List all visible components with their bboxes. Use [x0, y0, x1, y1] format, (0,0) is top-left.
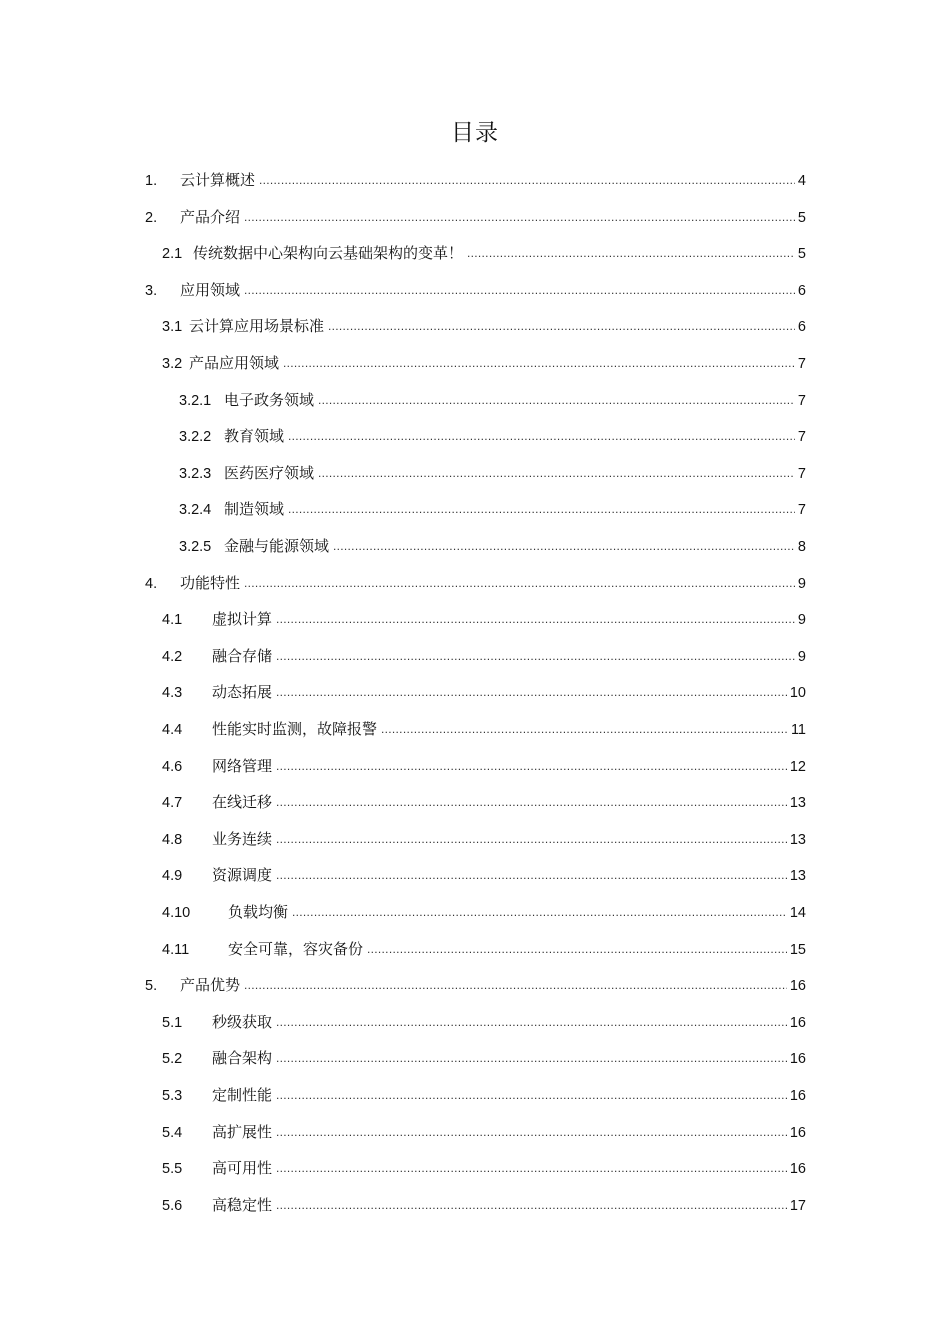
toc-entry-title: 在线迁移 — [212, 793, 273, 812]
toc-entry[interactable] — [162, 644, 806, 668]
toc-dot-leader — [276, 863, 787, 887]
toc-entry-title: 定制性能 — [212, 1086, 273, 1104]
toc-entry-title: 产品优势 — [180, 976, 241, 995]
toc-entry-page-number: 12 — [789, 758, 806, 775]
toc-dot-leader — [381, 717, 788, 741]
toc-entry[interactable] — [179, 534, 806, 558]
toc-entry-number: 3.2.4 — [179, 502, 212, 519]
toc-entry-number: 5.6 — [162, 1197, 183, 1214]
toc-entry-number: 4.6 — [162, 758, 183, 775]
toc-entry-page-number: 7 — [797, 356, 806, 372]
toc-dot-leader — [276, 644, 795, 668]
toc-entry-title: 性能实时监测，故障报警 — [212, 720, 378, 738]
toc-entry[interactable] — [162, 680, 806, 704]
toc-entry[interactable] — [162, 1156, 806, 1180]
toc-entry-number: 5.1 — [162, 1014, 183, 1031]
toc-entry-page-number: 7 — [797, 392, 806, 409]
toc-entry-number: 5.3 — [162, 1088, 183, 1104]
toc-entry-title: 医药医疗领域 — [224, 463, 315, 482]
toc-entry-number: 3.2.2 — [179, 429, 212, 446]
toc-entry-title: 秒级获取 — [212, 1012, 273, 1031]
toc-entry-title: 网络管理 — [212, 756, 273, 775]
toc-entry-number: 5. — [145, 978, 158, 995]
toc-entry-page-number: 14 — [789, 905, 806, 921]
toc-dot-leader — [288, 497, 795, 521]
toc-dot-leader — [318, 388, 795, 412]
toc-dot-leader — [318, 461, 795, 485]
toc-entry-page-number: 16 — [789, 978, 806, 995]
toc-entry-number: 3.1 — [162, 319, 183, 336]
toc-entry-title: 高可用性 — [212, 1159, 273, 1178]
toc-dot-leader — [276, 790, 787, 814]
toc-entry-page-number: 6 — [797, 282, 806, 299]
toc-entry[interactable] — [162, 241, 806, 265]
toc-entry[interactable] — [145, 973, 806, 997]
toc-entry[interactable] — [162, 790, 806, 814]
toc-entry-page-number: 15 — [789, 941, 806, 958]
toc-entry-page-number: 5 — [797, 209, 806, 226]
toc-entry[interactable] — [179, 497, 806, 521]
toc-entry-title: 融合存储 — [212, 646, 273, 665]
toc-entry-page-number: 8 — [797, 539, 806, 555]
toc-entry-number: 4.3 — [162, 685, 183, 702]
toc-entry-number: 4.2 — [162, 648, 183, 665]
toc-entry[interactable] — [162, 827, 806, 851]
toc-entry-title: 业务连续 — [212, 829, 273, 848]
toc-entry-title: 产品介绍 — [180, 207, 241, 226]
toc-dot-leader — [276, 1120, 787, 1144]
toc-dot-leader — [244, 571, 795, 595]
toc-dot-leader — [276, 680, 787, 704]
toc-dot-leader — [276, 1156, 787, 1180]
toc-entry-title: 高稳定性 — [212, 1195, 273, 1214]
toc-entry-title: 产品应用领域 — [189, 354, 280, 372]
toc-entry-number: 3.2.3 — [179, 465, 212, 482]
toc-entry-page-number: 13 — [789, 868, 806, 885]
toc-entry-number: 3.2.5 — [179, 539, 212, 555]
toc-entry[interactable] — [145, 278, 806, 302]
toc-entry-number: 3. — [145, 282, 158, 299]
toc-entry-title: 教育领域 — [224, 427, 285, 446]
toc-entry-title: 负载均衡 — [228, 903, 289, 921]
toc-entry-title: 云计算应用场景标准 — [189, 317, 325, 336]
toc-entry-page-number: 16 — [789, 1124, 806, 1141]
toc-entry-page-number: 9 — [797, 575, 806, 592]
toc-dot-leader — [283, 351, 795, 375]
toc-dot-leader — [292, 900, 787, 924]
toc-entry-number: 3.2 — [162, 356, 183, 372]
toc-entry-page-number: 5 — [797, 246, 806, 263]
toc-entry-page-number: 9 — [797, 648, 806, 665]
toc-entry-number: 4.1 — [162, 612, 183, 629]
toc-entry-title: 融合架构 — [212, 1049, 273, 1068]
toc-dot-leader — [259, 168, 795, 192]
toc-entry-number: 4. — [145, 575, 158, 592]
toc-entry[interactable] — [145, 205, 806, 229]
toc-entry-title: 高扩展性 — [212, 1122, 273, 1141]
toc-entry[interactable] — [162, 937, 806, 961]
toc-entry[interactable] — [179, 461, 806, 485]
toc-entry-title: 云计算概述 — [180, 171, 256, 189]
toc-dot-leader — [276, 1046, 787, 1070]
toc-entry[interactable] — [162, 607, 806, 631]
toc-entry-page-number: 7 — [797, 502, 806, 519]
toc-entry-page-number: 7 — [797, 465, 806, 482]
toc-entry-title: 动态拓展 — [212, 683, 273, 702]
toc-dot-leader — [276, 1083, 787, 1107]
toc-entry-title: 应用领域 — [180, 280, 241, 299]
toc-entry-title: 传统数据中心架构向云基础架构的变革！ — [193, 244, 464, 263]
toc-entry-title: 资源调度 — [212, 866, 273, 885]
toc-entry-page-number: 7 — [797, 429, 806, 446]
toc-entry-number: 4.9 — [162, 868, 183, 885]
toc-entry[interactable] — [162, 351, 806, 375]
toc-entry[interactable] — [145, 571, 806, 595]
toc-entry-page-number: 9 — [797, 612, 806, 629]
toc-dot-leader — [367, 937, 787, 961]
toc-entry[interactable] — [179, 424, 806, 448]
toc-entry[interactable] — [162, 863, 806, 887]
toc-dot-leader — [276, 1010, 787, 1034]
toc-entry-title: 制造领域 — [224, 500, 285, 519]
toc-entry-page-number: 16 — [789, 1088, 806, 1104]
toc-entry-number: 2. — [145, 209, 158, 226]
toc-entry-title: 金融与能源领域 — [224, 537, 330, 555]
toc-entry-number: 5.4 — [162, 1124, 183, 1141]
toc-dot-leader — [288, 424, 795, 448]
toc-entry-page-number: 16 — [789, 1161, 806, 1178]
toc-entry[interactable] — [162, 314, 806, 338]
toc-entry[interactable] — [145, 168, 806, 192]
toc-entry-number: 5.5 — [162, 1161, 183, 1178]
toc-dot-leader — [244, 973, 787, 997]
toc-entry-number: 4.10 — [162, 905, 191, 921]
toc-entry-number: 2.1 — [162, 246, 183, 263]
toc-dot-leader — [244, 205, 795, 229]
toc-entry[interactable] — [179, 388, 806, 412]
toc-entry-page-number: 6 — [797, 319, 806, 336]
toc-entry[interactable] — [162, 900, 806, 924]
toc-entry-number: 4.11 — [162, 941, 190, 958]
toc-entry-number: 5.2 — [162, 1051, 183, 1068]
toc-entry[interactable] — [162, 754, 806, 778]
toc-title: 目录 — [451, 120, 499, 146]
toc-entry[interactable] — [162, 1046, 806, 1070]
toc-dot-leader — [276, 754, 787, 778]
toc-entry-title: 电子政务领域 — [224, 390, 315, 409]
toc-dot-leader — [276, 827, 787, 851]
toc-entry-page-number: 13 — [789, 831, 806, 848]
toc-entry-number: 4.8 — [162, 831, 183, 848]
toc-entry[interactable] — [162, 1120, 806, 1144]
toc-entry[interactable] — [162, 1010, 806, 1034]
toc-dot-leader — [467, 241, 795, 265]
toc-dot-leader — [276, 1193, 787, 1217]
toc-entry-title: 功能特性 — [180, 573, 241, 592]
toc-entry-page-number: 17 — [789, 1197, 806, 1214]
toc-entry[interactable] — [162, 1193, 806, 1217]
toc-dot-leader — [276, 607, 795, 631]
toc-dot-leader — [328, 314, 795, 338]
toc-entry-number: 4.7 — [162, 795, 183, 812]
toc-dot-leader — [244, 278, 795, 302]
toc-dot-leader — [333, 534, 795, 558]
toc-entry-page-number: 11 — [790, 722, 806, 738]
toc-entry-number: 1. — [145, 173, 158, 189]
toc-entry-page-number: 16 — [789, 1051, 806, 1068]
toc-entry-number: 4.4 — [162, 722, 183, 738]
toc-entry-page-number: 4 — [797, 173, 806, 189]
toc-entry-title: 虚拟计算 — [212, 610, 273, 629]
toc-entry-title: 安全可靠，容灾备份 — [228, 939, 364, 958]
toc-entry[interactable] — [162, 1083, 806, 1107]
toc-entry-page-number: 16 — [789, 1014, 806, 1031]
toc-entry-number: 3.2.1 — [179, 392, 212, 409]
toc-entry-page-number: 10 — [789, 685, 806, 702]
toc-entry[interactable] — [162, 717, 806, 741]
toc-entry-page-number: 13 — [789, 795, 806, 812]
